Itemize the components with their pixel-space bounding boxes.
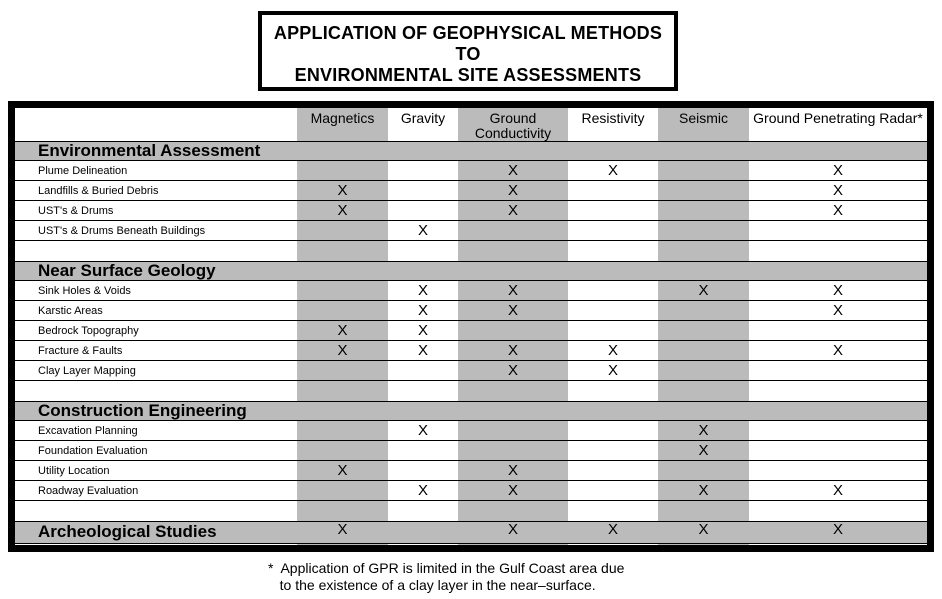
mark-x: X <box>698 282 709 299</box>
mark-x: X <box>507 362 518 379</box>
title-line-1: APPLICATION OF GEOPHYSICAL METHODS <box>273 23 663 43</box>
column-header-magnetics: Magnetics <box>310 110 375 126</box>
mark-x: X <box>507 482 518 499</box>
methods-table-frame <box>8 101 934 552</box>
row-divider <box>15 460 927 461</box>
footnote <box>268 560 624 594</box>
mark-x: X <box>507 521 518 538</box>
row-divider <box>15 340 927 341</box>
mark-x: X <box>337 521 348 538</box>
mark-x: X <box>507 162 518 179</box>
mark-x: X <box>417 342 428 359</box>
footnote-line-1: * Application of GPR is limited in the Gulf Coast area due <box>268 560 625 576</box>
mark-x: X <box>832 342 843 359</box>
row-label: UST's & Drums <box>38 205 114 217</box>
mark-x: X <box>337 322 348 339</box>
row-divider <box>15 360 927 361</box>
row-label: Sink Holes & Voids <box>38 285 131 297</box>
mark-x: X <box>832 521 843 538</box>
mark-x: X <box>507 342 518 359</box>
mark-x: X <box>417 482 428 499</box>
row-divider <box>15 300 927 301</box>
mark-x: X <box>417 222 428 239</box>
methods-table <box>15 108 927 545</box>
mark-x: X <box>337 462 348 479</box>
row-label: Foundation Evaluation <box>38 445 148 457</box>
row-divider <box>15 200 927 201</box>
mark-x: X <box>832 182 843 199</box>
row-label: Landfills & Buried Debris <box>38 185 159 197</box>
row-label: Plume Delineation <box>38 165 128 177</box>
title-box <box>258 11 678 91</box>
mark-x: X <box>698 442 709 459</box>
title-line-2: TO <box>455 44 481 64</box>
section-title: Environmental Assessment <box>38 141 261 160</box>
row-label: Roadway Evaluation <box>38 485 139 497</box>
mark-x: X <box>832 162 843 179</box>
row-label: Excavation Planning <box>38 425 138 437</box>
mark-x: X <box>417 302 428 319</box>
title-line-3: ENVIRONMENTAL SITE ASSESSMENTS <box>294 65 642 85</box>
row-label: Bedrock Topography <box>38 325 139 337</box>
column-header-gpr: Ground Penetrating Radar* <box>753 110 923 126</box>
mark-x: X <box>698 482 709 499</box>
mark-x: X <box>507 302 518 319</box>
section-title: Near Surface Geology <box>38 261 216 280</box>
mark-x: X <box>832 482 843 499</box>
row-divider <box>15 380 927 381</box>
mark-x: X <box>832 202 843 219</box>
mark-x: X <box>607 362 618 379</box>
row-label: UST's & Drums Beneath Buildings <box>38 225 206 237</box>
mark-x: X <box>507 182 518 199</box>
mark-x: X <box>832 282 843 299</box>
row-label: Clay Layer Mapping <box>38 365 136 377</box>
mark-x: X <box>507 282 518 299</box>
mark-x: X <box>607 521 618 538</box>
mark-x: X <box>698 422 709 439</box>
mark-x: X <box>507 202 518 219</box>
mark-x: X <box>337 182 348 199</box>
mark-x: X <box>337 202 348 219</box>
row-divider <box>15 240 927 241</box>
column-header-seismic: Seismic <box>678 110 728 126</box>
mark-x: X <box>417 422 428 439</box>
mark-x: X <box>417 282 428 299</box>
section-title: Archeological Studies <box>38 522 217 541</box>
row-label: Karstic Areas <box>38 305 103 317</box>
row-divider <box>15 440 927 441</box>
mark-x: X <box>507 462 518 479</box>
section-title: Construction Engineering <box>38 401 247 420</box>
row-divider <box>15 500 927 501</box>
column-header-resistivity: Resistivity <box>581 110 645 126</box>
row-divider <box>15 480 927 481</box>
row-label: Fracture & Faults <box>38 345 123 357</box>
row-divider <box>15 320 927 321</box>
column-header-ground_conductivity: Ground Conductivity <box>474 110 552 141</box>
mark-x: X <box>337 342 348 359</box>
mark-x: X <box>832 302 843 319</box>
mark-x: X <box>698 521 709 538</box>
mark-x: X <box>607 162 618 179</box>
footnote-line-2: to the existence of a clay layer in the near–surface. <box>279 577 596 593</box>
row-label: Utility Location <box>38 465 110 477</box>
mark-x: X <box>607 342 618 359</box>
mark-x: X <box>417 322 428 339</box>
column-header-gravity: Gravity <box>400 110 446 126</box>
